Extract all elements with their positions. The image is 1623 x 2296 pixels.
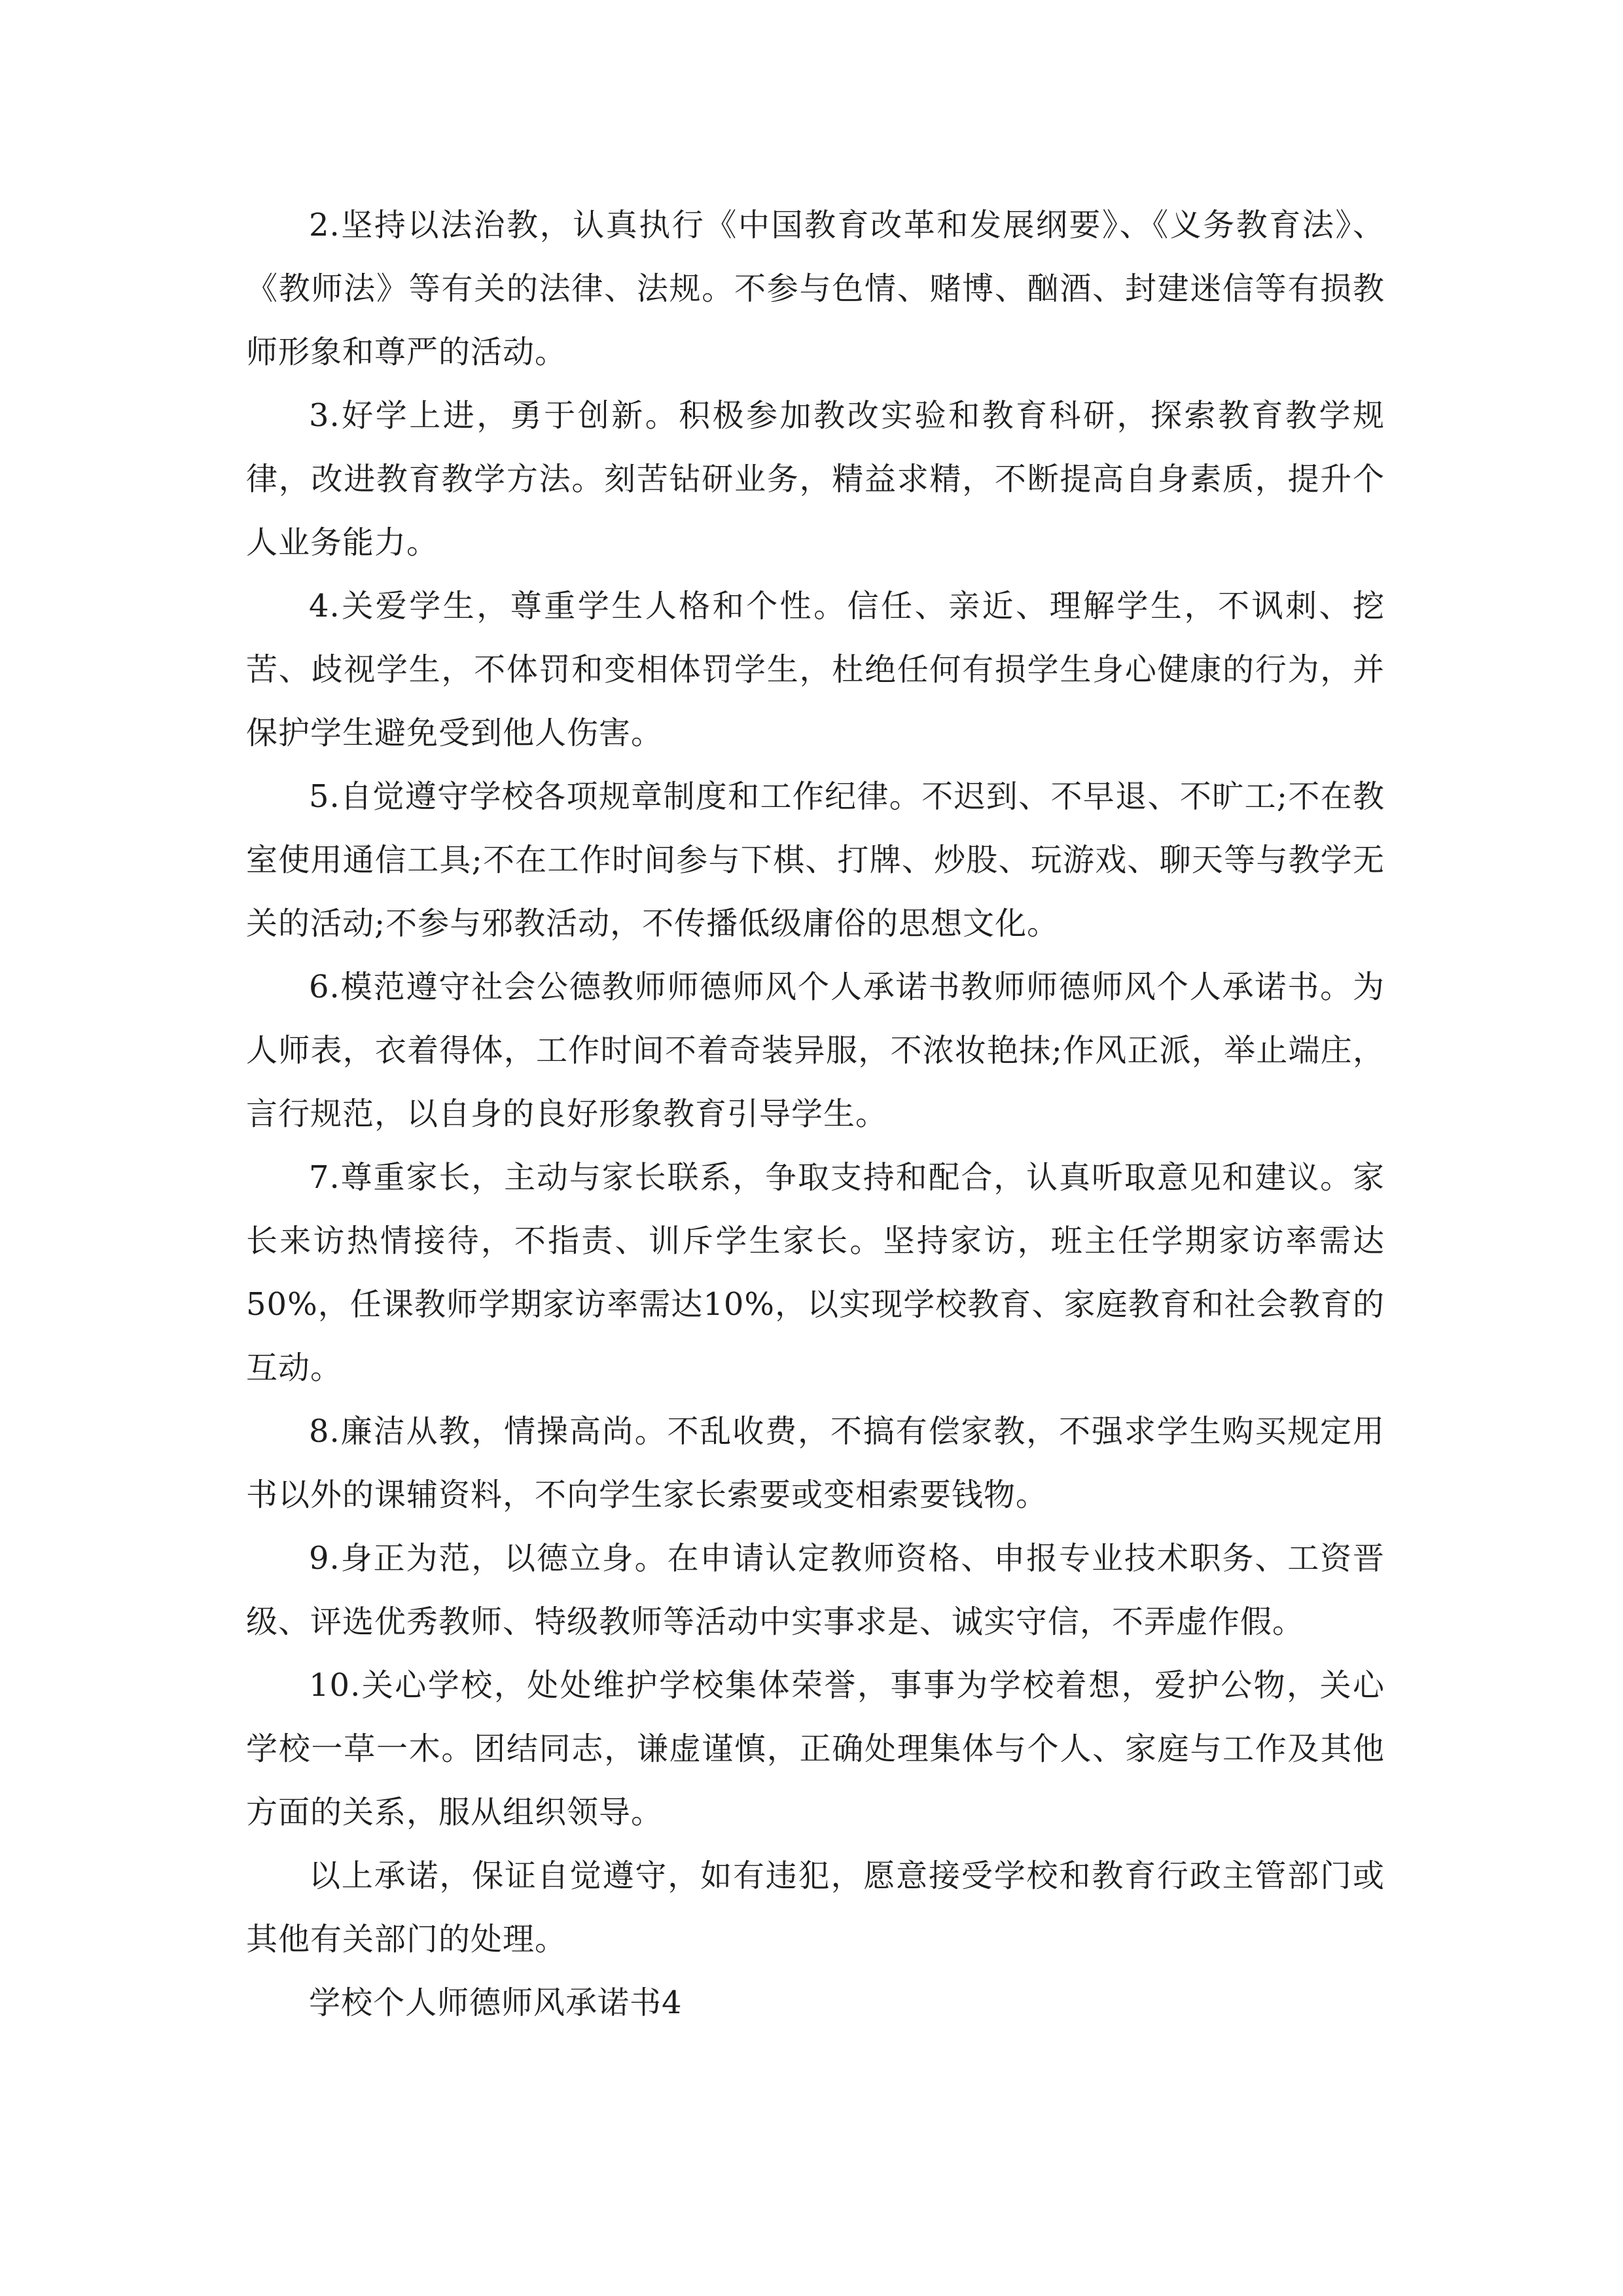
paragraph-item-7: 7.尊重家长，主动与家长联系，争取支持和配合，认真听取意见和建议。家长来访热情接待，不指责、训斥学生家长。坚持家访，班主任学期家访率需达50%，任课教师学期家访率需达10%，以实现学校教育、家庭教育和社会教育的互动。 [246,1159,1385,1386]
paragraph-item-4: 4.关爱学生，尊重学生人格和个性。信任、亲近、理解学生，不讽刺、挖苦、歧视学生，不体罚和变相体罚学生，杜绝任何有损学生身心健康的行为，并保护学生避免受到他人伤害。 [246,588,1385,751]
closing-statement: 以上承诺，保证自觉遵守，如有违犯，愿意接受学校和教育行政主管部门或其他有关部门的处理。 [246,1857,1385,1958]
paragraph-item-8: 8.廉洁从教，情操高尚。不乱收费，不搞有偿家教，不强求学生购买规定用书以外的课辅资料，不向学生家长索要或变相索要钱物。 [246,1413,1385,1513]
section-heading: 学校个人师德师风承诺书4 [309,1984,683,2021]
paragraph-item-5: 5.自觉遵守学校各项规章制度和工作纪律。不迟到、不早退、不旷工;不在教室使用通信工具;不在工作时间参与下棋、打牌、炒股、玩游戏、聊天等与教学无关的活动;不参与邪教活动，不传播低级庸俗的思想文化。 [246,778,1385,942]
document-body [246,194,1385,2035]
paragraph-item-2: 2.坚持以法治教，认真执行《中国教育改革和发展纲要》、《义务教育法》、《教师法》等有关的法律、法规。不参与色情、赌博、酗酒、封建迷信等有损教师形象和尊严的活动。 [246,207,1385,370]
paragraph-item-3: 3.好学上进，勇于创新。积极参加教改实验和教育科研，探索教育教学规律，改进教育教学方法。刻苦钻研业务，精益求精，不断提高自身素质，提升个人业务能力。 [246,397,1385,561]
paragraph-item-6: 6.模范遵守社会公德教师师德师风个人承诺书教师师德师风个人承诺书。为人师表，衣着得体，工作时间不着奇装异服，不浓妆艳抹;作风正派，举止端庄，言行规范，以自身的良好形象教育引导学生。 [246,969,1385,1132]
paragraph-item-9: 9.身正为范，以德立身。在申请认定教师资格、申报专业技术职务、工资晋级、评选优秀教师、特级教师等活动中实事求是、诚实守信，不弄虚作假。 [246,1540,1385,1640]
paragraph-item-10: 10.关心学校，处处维护学校集体荣誉，事事为学校着想，爱护公物，关心学校一草一木。团结同志，谦虚谨慎，正确处理集体与个人、家庭与工作及其他方面的关系，服从组织领导。 [246,1667,1385,1831]
